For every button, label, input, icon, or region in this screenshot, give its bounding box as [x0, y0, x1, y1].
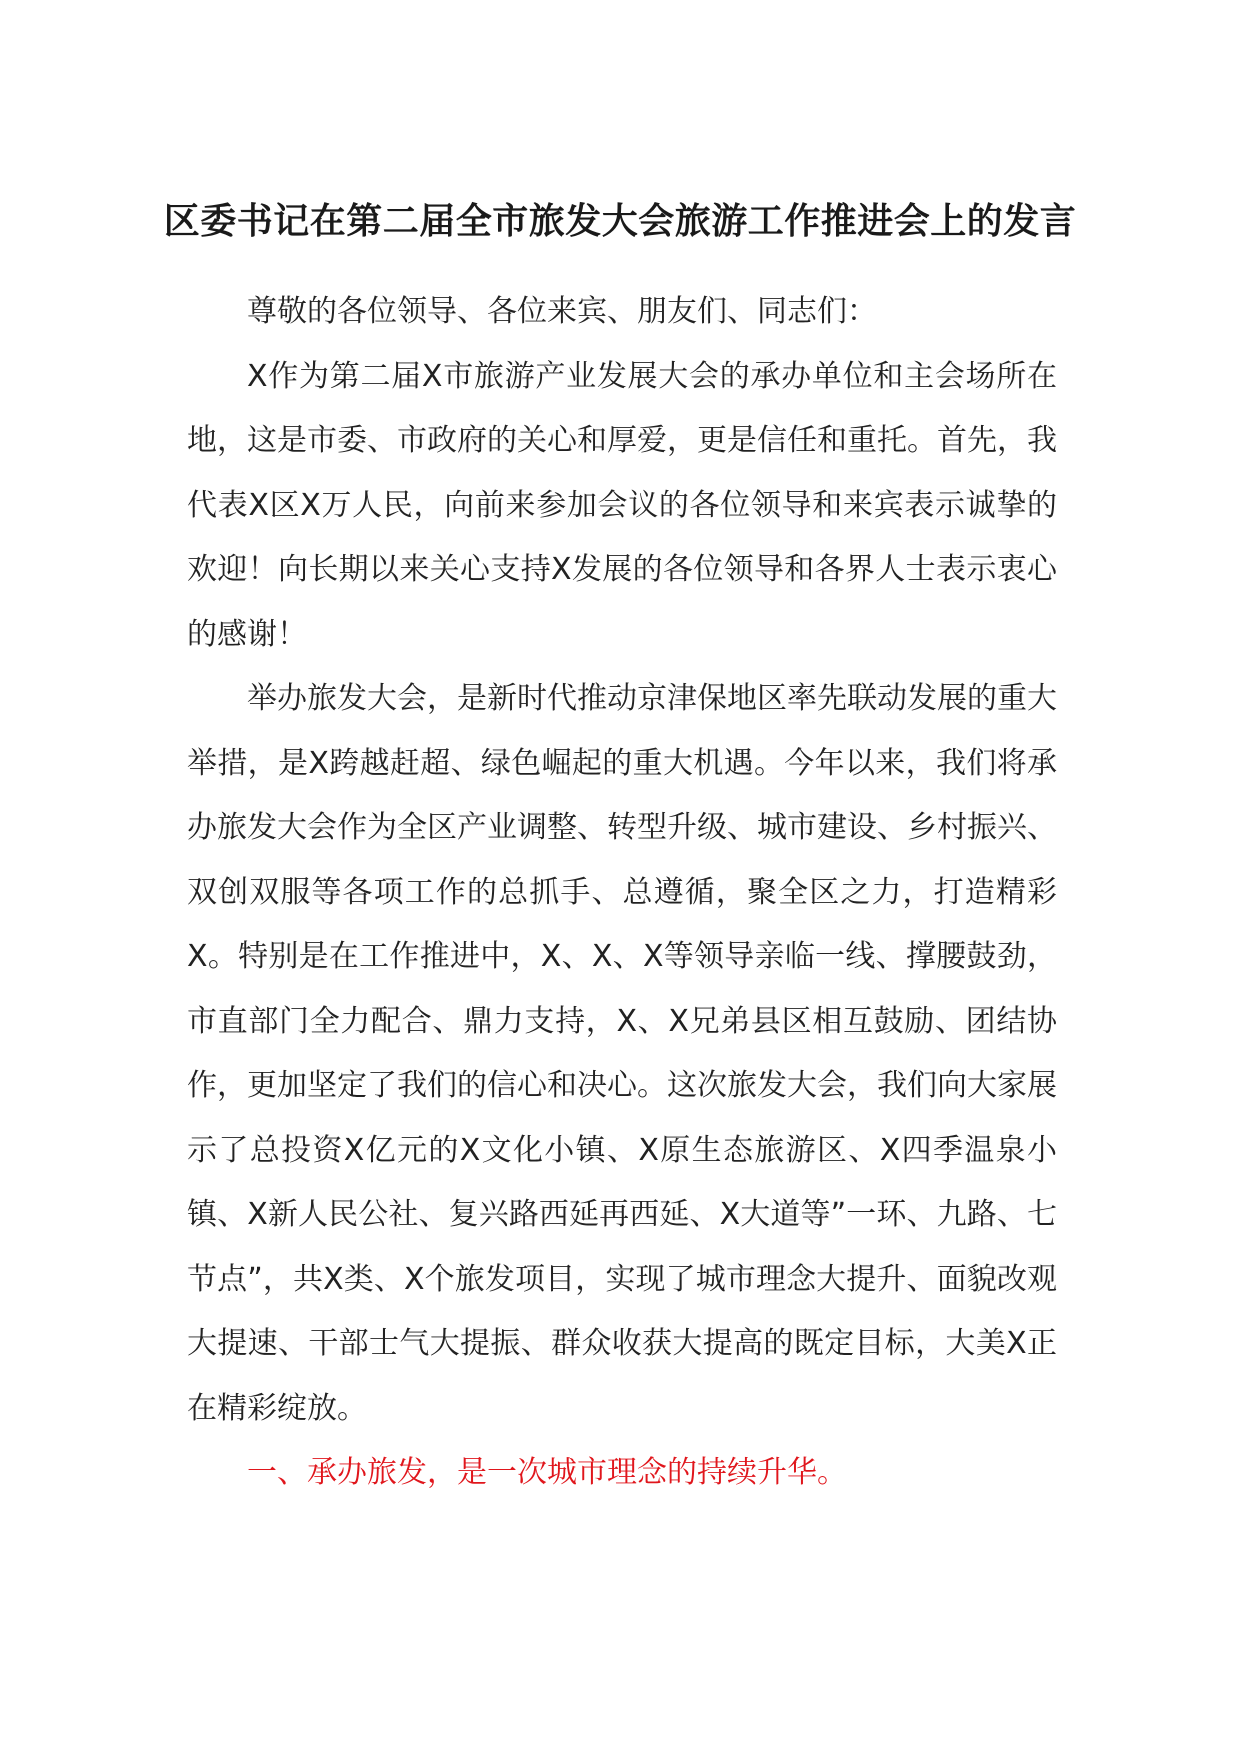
- salutation: 尊敬的各位领导、各位来宾、朋友们、同志们：: [247, 294, 877, 329]
- section-heading: 一、承办旅发，是一次城市理念的持续升华。: [247, 1455, 847, 1490]
- paragraph-welcome: X作为第二届X市旅游产业发展大会的承办单位和主会场所在地，这是市委、市政府的关心和厚爱，更是信任和重托。首先，我代表X区X万人民，向前来参加会议的各位领导和来宾表示诚挚的欢迎！向长期以来关心支持X发展的各位领导和各界人士表示衷心的感谢！: [187, 358, 1057, 652]
- document-body: [187, 280, 1057, 1506]
- paragraph-significance: 举办旅发大会，是新时代推动京津保地区率先联动发展的重大举措，是X跨越赶超、绿色崛起的重大机遇。今年以来，我们将承办旅发大会作为全区产业调整、转型升级、城市建设、乡村振兴、双创双服等各项工作的总抓手、总遵循，聚全区之力，打造精彩X。特别是在工作推进中，X、X、X等领导亲临一线、撑腰鼓劲，市直部门全力配合、鼎力支持，X、X兄弟县区相互鼓励、团结协作，更加坚定了我们的信心和决心。这次旅发大会，我们向大家展示了总投资X亿元的X文化小镇、X原生态旅游区、X四季温泉小镇、X新人民公社、复兴路西延再西延、X大道等”一环、九路、七节点”，共X类、X个旅发项目，实现了城市理念大提升、面貌改观大提速、干部士气大提振、群众收获大提高的既定目标，大美X正在精彩绽放。: [187, 681, 1057, 1426]
- document-title: 区委书记在第二届全市旅发大会旅游工作推进会上的发言: [163, 201, 1077, 242]
